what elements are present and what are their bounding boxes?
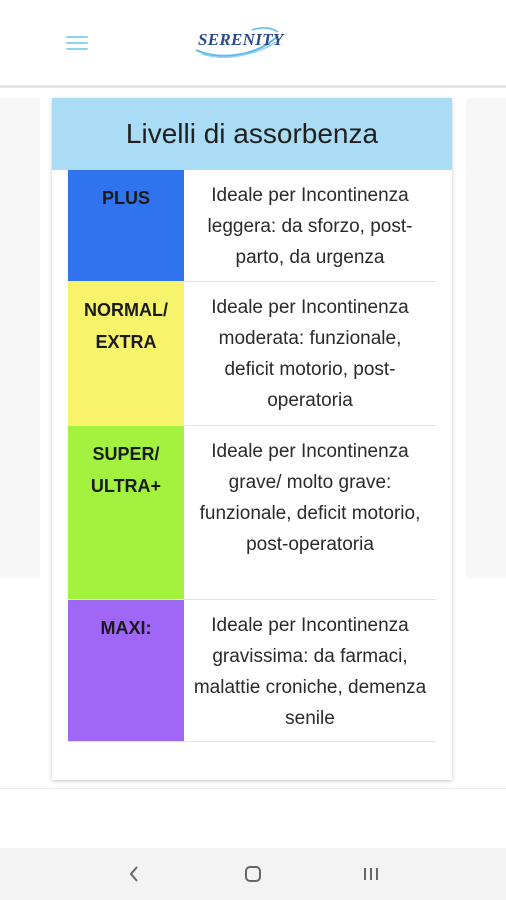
app-bar [0,0,506,88]
logo-text: SERENITY [198,30,284,49]
description-cell: Ideale per Incontinenza moderata: funzionale, deficit motorio, post-operatoria [211,297,409,411]
recents-bars-icon [361,864,381,884]
hamburger-line [66,36,88,38]
recents-button[interactable] [341,848,401,900]
table-row [68,282,436,426]
background-panel-right [466,98,506,578]
level-cell [68,600,184,741]
hamburger-line [66,48,88,50]
back-button[interactable] [104,848,164,900]
level-label: SUPER/ ULTRA+ [90,444,162,496]
level-cell [68,170,184,281]
absorbency-table [68,170,436,742]
table-row [68,600,436,742]
background-panel-left [0,98,40,578]
card-title: Livelli di assorbenza [125,118,379,149]
level-label: MAXI: [100,618,152,638]
level-cell [68,282,184,425]
card-header [52,98,452,170]
level-cell [68,426,184,599]
level-label: PLUS [101,188,150,208]
hamburger-icon[interactable] [66,36,88,50]
absorbency-card [52,98,452,780]
description-cell: Ideale per Incontinenza leggera: da sforzo, post-parto, da urgenza [207,185,413,268]
hamburger-line [66,42,88,44]
description-cell: Ideale per Incontinenza gravissima: da farmaci, malattie croniche, demenza senile [193,615,427,729]
description-cell: Ideale per Incontinenza grave/ molto grave: funzionale, deficit motorio, post-operatoria [199,441,421,555]
home-button[interactable] [223,848,283,900]
footer-band [0,788,506,848]
home-square-icon [243,864,263,884]
system-nav-bar [0,848,506,900]
back-chevron-icon [127,864,141,884]
table-row [68,426,436,600]
serenity-logo [192,24,282,60]
level-label: NORMAL/ EXTRA [84,300,168,352]
table-row [68,170,436,282]
